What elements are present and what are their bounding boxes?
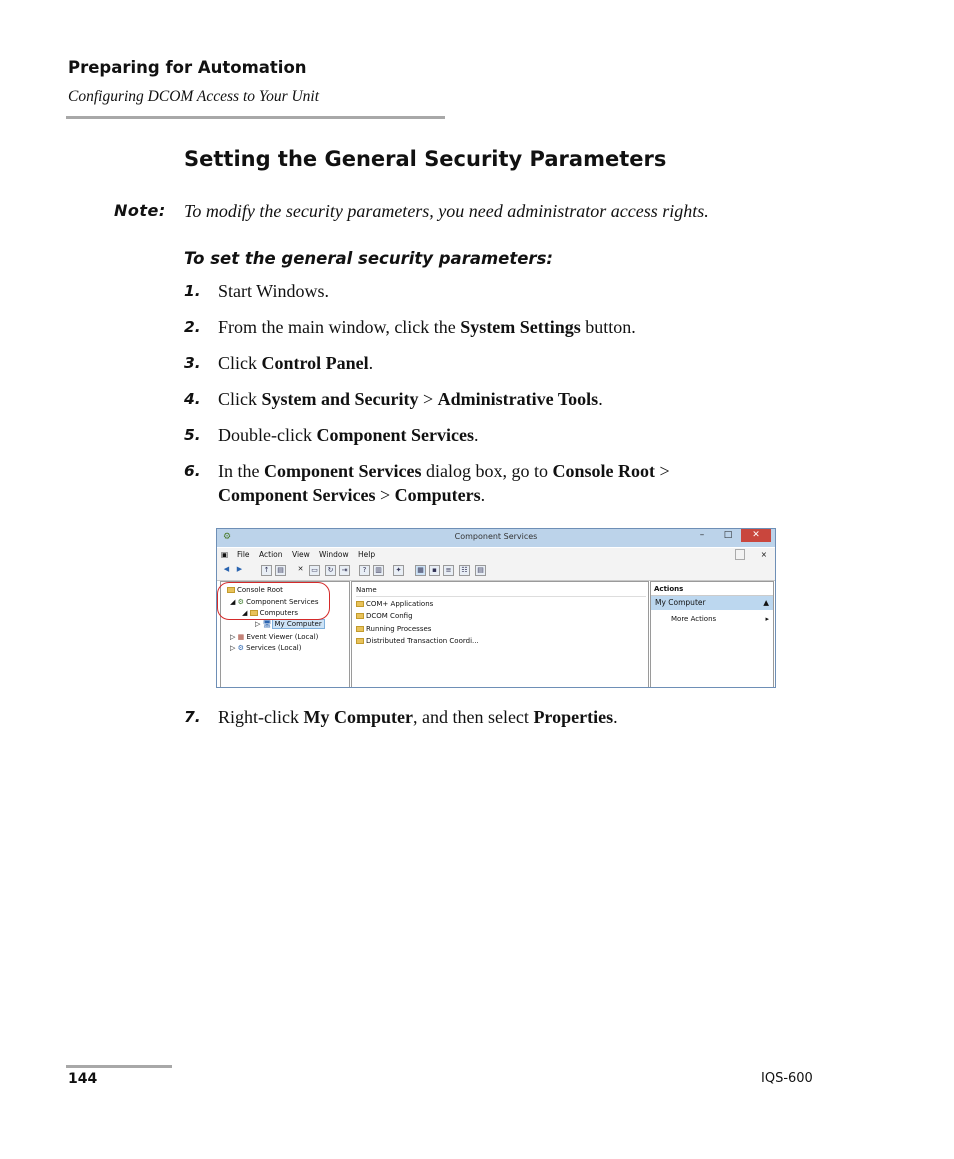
toolbar [217, 562, 775, 581]
document-id: IQS-600 [761, 1071, 813, 1086]
highlight-circle [217, 582, 330, 620]
results-pane [351, 581, 649, 688]
close-icon: ✕ [741, 529, 771, 542]
actions-pane [650, 581, 774, 688]
tree-item-console-root: Console Root [227, 586, 283, 594]
show-action-pane-icon: ▥ [373, 565, 384, 576]
tree-item-computers: ◢ Computers [242, 609, 299, 617]
step-number: 1. [184, 282, 201, 300]
section-title: Setting the General Security Parameters [184, 147, 667, 171]
help-icon: ? [359, 565, 370, 576]
step-text: Start Windows. [218, 281, 329, 301]
maximize-icon: □ [723, 530, 733, 540]
page-number: 144 [68, 1071, 98, 1087]
menu-window: Window [319, 550, 349, 559]
restore-child-icon [735, 549, 745, 560]
tree-item-services: ▷ ⚙ Services (Local) [230, 644, 302, 652]
menu-file: File [237, 550, 250, 559]
note-text: To modify the security parameters, you need administrator access rights. [184, 201, 709, 221]
column-header-name: Name [356, 586, 646, 597]
list-view-icon: ≡ [443, 565, 454, 576]
step-text: Click Control Panel. [218, 353, 374, 373]
tree-item-my-computer: ▷ 🖥 My Computer [255, 620, 325, 628]
step-text: Click System and Security > Administrative Tools. [218, 389, 603, 409]
note-label: Note: [114, 201, 166, 220]
step-number: 4. [184, 390, 201, 408]
small-icons-icon: ▪ [429, 565, 440, 576]
export-list-icon: ⇥ [339, 565, 350, 576]
footer-rule [66, 1065, 172, 1068]
close-child-icon: × [760, 550, 767, 559]
step-number: 3. [184, 354, 201, 372]
actions-header: Actions [651, 582, 773, 596]
running-header-subtitle: Configuring DCOM Access to Your Unit [68, 88, 320, 105]
show-tree-icon: ▤ [275, 565, 286, 576]
app-icon: ⚙ [223, 532, 232, 542]
submenu-arrow-icon: ▸ [765, 615, 769, 623]
menu-view: View [292, 550, 310, 559]
app-menu-icon: ▣ [221, 550, 229, 559]
up-folder-icon: ↑ [261, 565, 272, 576]
step-text: From the main window, click the System Settings button. [218, 317, 636, 337]
step-text: In the Component Services dialog box, go to Console Root > Component Services > Computers. [218, 461, 670, 505]
more-actions-item: More Actions [671, 615, 717, 623]
list-item: Running Processes [356, 625, 431, 633]
list-item: COM+ Applications [356, 600, 433, 608]
delete-icon: ✕ [297, 565, 304, 573]
minimize-icon: – [699, 530, 705, 540]
refresh-icon: ↻ [325, 565, 336, 576]
step-number: 5. [184, 426, 201, 444]
menu-action: Action [259, 550, 283, 559]
new-item-icon: ✦ [393, 565, 404, 576]
step-number: 7. [184, 708, 201, 726]
component-services-screenshot [216, 528, 776, 688]
list-item: Distributed Transaction Coordi... [356, 637, 479, 645]
actions-selected-item: My Computer ▲ [651, 596, 773, 610]
collapse-icon: ▲ [763, 598, 769, 607]
list-item: DCOM Config [356, 612, 413, 620]
properties-icon: ▭ [309, 565, 320, 576]
menu-help: Help [358, 550, 376, 559]
step-number: 6. [184, 462, 201, 480]
window-title: Component Services [454, 532, 538, 541]
back-icon: ◀ [223, 565, 230, 573]
detail-view-icon: ☷ [459, 565, 470, 576]
procedure-title: To set the general security parameters: [184, 249, 553, 268]
large-icons-icon: ▦ [415, 565, 426, 576]
running-header-title: Preparing for Automation [68, 58, 307, 77]
status-view-icon: ▤ [475, 565, 486, 576]
tree-item-event-viewer: ▷ ▦ Event Viewer (Local) [230, 633, 319, 641]
step-text: Right-click My Computer, and then select Properties. [218, 707, 618, 727]
step-text: Double-click Component Services. [218, 425, 479, 445]
menu-bar [217, 548, 775, 562]
window-titlebar [217, 529, 775, 547]
tree-item-component-services: ◢ ⚙ Component Services [230, 598, 319, 606]
header-rule [66, 116, 445, 119]
step-number: 2. [184, 318, 201, 336]
forward-icon: ▶ [236, 565, 243, 573]
